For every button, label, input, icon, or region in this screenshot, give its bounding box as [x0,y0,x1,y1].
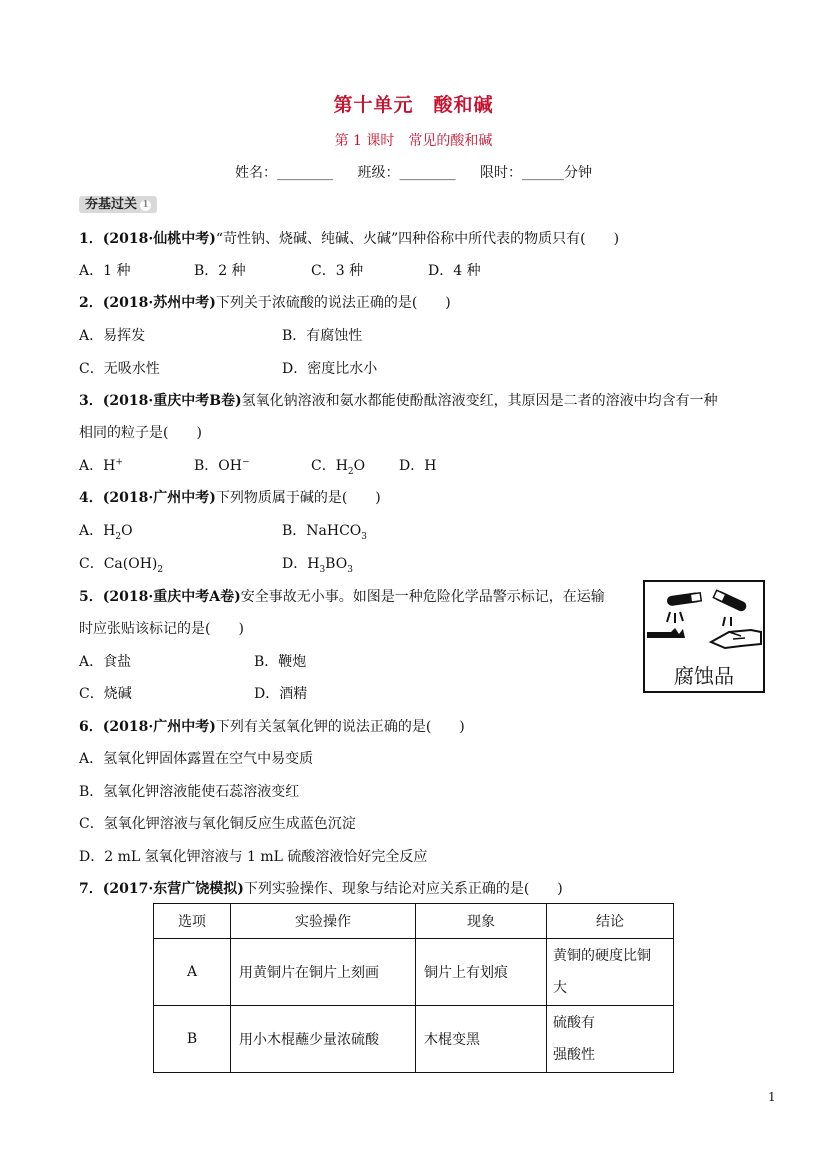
option: A．易挥发 [79,328,146,344]
corrosive-icon [645,582,763,660]
section-badge [79,196,157,213]
table-header: 结论 [547,904,674,939]
question-stem: 下列实验操作、现象与结论对应关系正确的是( ) [243,881,563,897]
table-cell: 黄铜的硬度比铜 大 [547,939,674,1006]
question-number: 1． [79,231,103,247]
option: A．氢氧化钾固体露置在空气中易变质 [79,751,314,767]
table-cell: 用小木棍蘸少量浓硫酸 [231,1006,416,1073]
option: D．密度比水小 [282,361,378,377]
option: A．1 种 [79,263,131,279]
question-stem: 安全事故无小事。如图是一种危险化学品警示标记，在运输 [240,589,605,605]
table-header-row [154,904,674,939]
page-title: 第十单元 酸和碱 [333,94,494,116]
option: D．H [399,458,437,474]
question-stem-continued: 时应张贴该标记的是( ) [79,621,244,637]
question-2 [79,292,451,312]
option: B．2 种 [194,263,246,279]
question-4 [79,487,381,507]
table-header: 实验操作 [231,904,416,939]
option: C．$Ca(OH)_2$ [79,556,164,575]
question-stem: 下列有关氢氧化钾的说法正确的是( ) [215,719,465,735]
section-badge-number: 1 [140,200,151,211]
table-row [154,939,674,1006]
section-badge-label: 夯基过关 [85,197,138,212]
option: B．OH− [194,457,250,474]
lesson-subtitle: 第 1 课时 常见的酸和碱 [334,133,493,149]
question-5 [79,586,605,606]
question-source: (2018·广州中考) [102,719,216,735]
question-source: (2018·广州中考) [102,490,216,506]
question-1 [79,228,619,248]
option: D．酒精 [254,686,308,702]
option: D．$H_3BO_3$ [282,556,353,575]
table-header: 现象 [416,904,547,939]
question-stem: “苛性钠、烧碱、纯碱、火碱”四种俗称中所代表的物质只有( ) [215,231,620,247]
question-stem: 氢氧化钠溶液和氨水都能使酚酞溶液变红，其原因是二者的溶液中均含有一种 [241,393,718,409]
time-field: 限时：______分钟 [479,165,592,181]
question-number: 5． [79,589,103,605]
option: C．烧碱 [79,686,132,702]
question-number: 2． [79,295,103,311]
table-header: 选项 [154,904,231,939]
table-row [154,1006,674,1073]
student-info [0,162,827,182]
class-field: 班级：________ [357,165,456,181]
question-number: 7． [79,881,103,897]
option: C．无吸水性 [79,361,160,377]
table-cell: 硫酸有 强酸性 [547,1006,674,1073]
option: A．食盐 [79,654,132,670]
question-6 [79,716,465,736]
option: B．NaHCO$_3$ [282,523,368,542]
table-cell: B [154,1006,231,1073]
option: D．2 mL 氢氧化钾溶液与 1 mL 硫酸溶液恰好完全反应 [79,849,428,865]
question-source: (2018·重庆中考B卷) [102,393,242,409]
question-source: (2018·仙桃中考) [102,231,216,247]
table-cell: 用黄铜片在铜片上刻画 [231,939,416,1006]
question-stem: 下列关于浓硫酸的说法正确的是( ) [215,295,451,311]
question-3 [79,390,718,410]
table-cell: 铜片上有划痕 [416,939,547,1006]
question-source: (2018·重庆中考A卷) [102,589,241,605]
question-stem-continued: 相同的粒子是( ) [79,425,202,441]
option: A．H+ [79,457,123,474]
question-source: (2017·东营广饶模拟) [102,881,244,897]
question-7 [79,878,563,898]
question-number: 6． [79,719,103,735]
name-field: 姓名：________ [235,165,334,181]
page-number: 1 [768,1090,776,1104]
experiment-table [153,903,674,1073]
table-cell: A [154,939,231,1006]
question-number: 4． [79,490,103,506]
option: B．有腐蚀性 [282,328,363,344]
option: C．$H_2O$ [311,458,366,477]
option: B．氢氧化钾溶液能使石蕊溶液变红 [79,784,300,800]
option: C．3 种 [311,263,364,279]
corrosive-hazard-sign [643,580,765,693]
question-stem: 下列物质属于碱的是( ) [215,490,381,506]
option: D．4 种 [428,263,481,279]
table-cell: 木棍变黑 [416,1006,547,1073]
option: B．鞭炮 [254,654,307,670]
option: C．氢氧化钾溶液与氧化铜反应生成蓝色沉淀 [79,816,356,832]
question-number: 3． [79,393,103,409]
question-source: (2018·苏州中考) [102,295,216,311]
hazard-label: 腐蚀品 [674,664,734,688]
option: A．$H_2O$ [79,523,133,542]
